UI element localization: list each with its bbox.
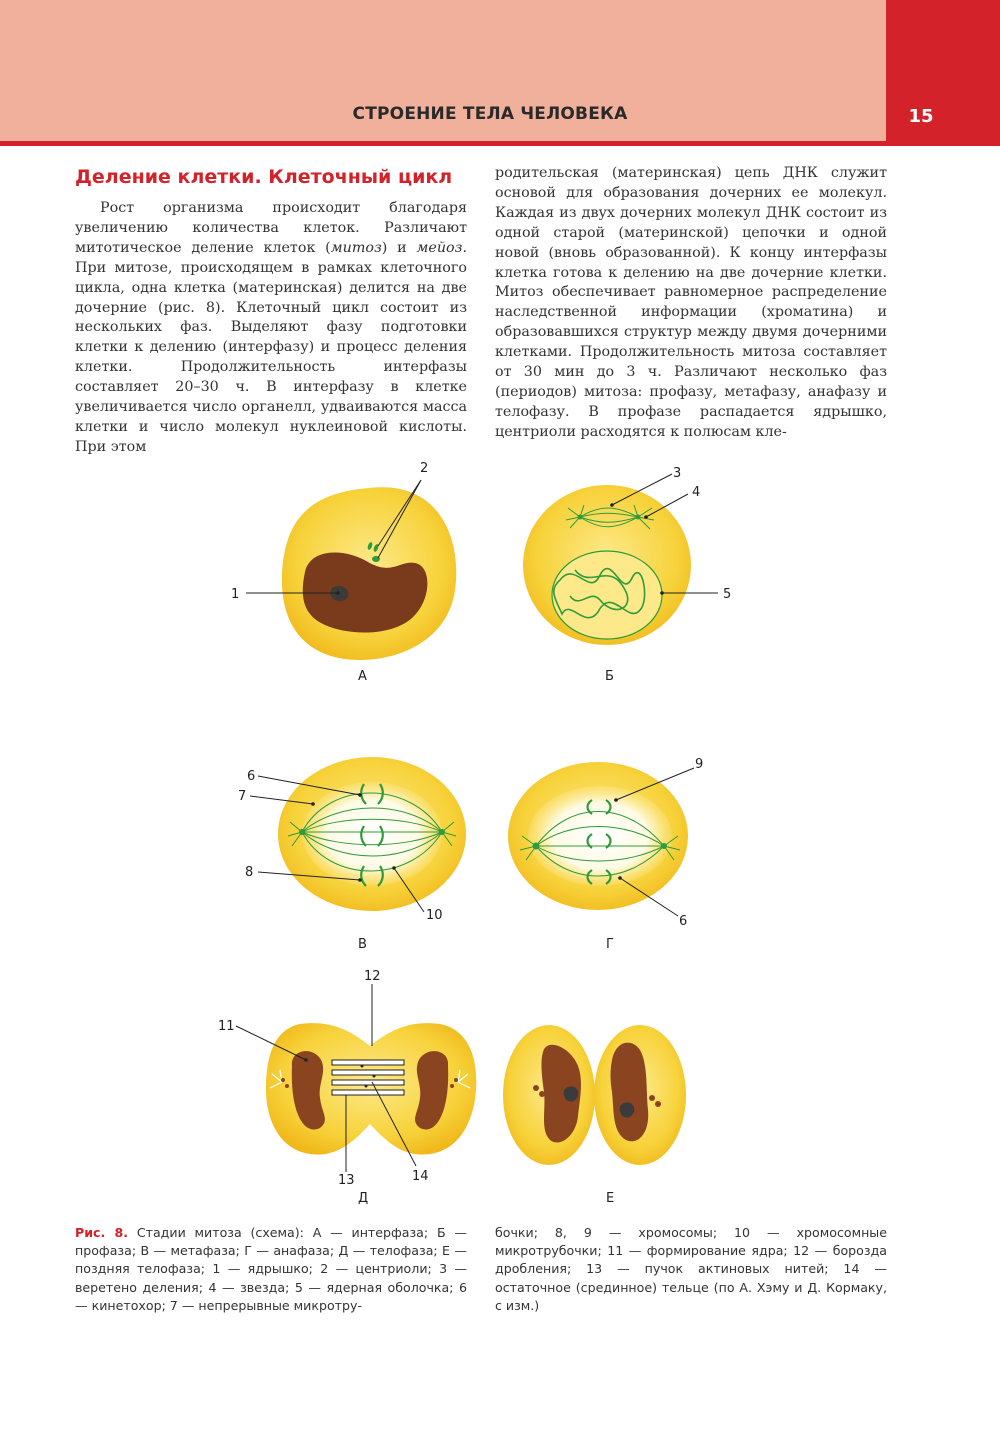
paragraph [75,199,467,458]
callout-9: 9 [695,757,704,772]
panel-d-telophase [218,969,476,1206]
section-title: Деление клетки. Клеточный цикл [75,166,453,188]
text-run: При митозе, происходящем в рамках клеточного цикла, одна клетка (материнская) делится на две дочерние (рис. 8). Клеточный цикл состоит из нескольких фаз. Выделяют фазу подготовки клетки к делению (интерфазу) и процесс деления клетки. Продолжительность интерфазы составляет 20–30 ч. В интерфазу в клетке увеличивается число органелл, удваиваются масса клетки и число молекул нуклеиновой кислоты. При этом [75,259,467,455]
panel-a-interphase [231,461,456,684]
callout-10: 10 [426,908,443,923]
panel-label-e: Е [606,1191,615,1206]
term-meiosis: мейоз. [416,239,467,256]
callout-4: 4 [692,485,701,500]
running-head: СТРОЕНИЕ ТЕЛА ЧЕЛОВЕКА [352,104,628,124]
callout-7: 7 [238,789,247,804]
figure-caption-right: бочки; 8, 9 — хромосомы; 10 — хромосомные микротрубочки; 11 — формирование ядра; 12 — борозда дробления; 13 — пучок актиновых нитей; 14 — остаточное (срединное) тельце (по А. Хэму и Д. Кормаку, с изм.) [495,1225,887,1313]
callout-11: 11 [218,1019,235,1034]
callout-1: 1 [231,587,240,602]
callout-8: 8 [245,865,254,880]
panel-label-d: Д [358,1191,369,1206]
header-rule [0,141,1000,146]
body-text-right [495,164,887,443]
panel-label-a: А [358,669,367,684]
caption-text: Стадии митоза (схема): А — интерфаза; Б — профаза; В — метафаза; Г — анафаза; Д — телофаза; Е — поздняя телофаза; 1 — ядрышко; 2 — центриоли; 3 — веретено деления; 4 — звезда; 5 — ядерная оболочка; 6 — кинетохор; 7 — непрерывные микротру- [75,1225,467,1313]
panel-label-c: В [358,937,367,952]
callout-13: 13 [338,1173,355,1188]
callout-6: 6 [247,769,256,784]
panel-c-metaphase [238,757,466,952]
figure-caption-left [75,1224,467,1315]
callout-2: 2 [420,461,429,476]
body-text-left [75,199,467,458]
panel-label-b: Б [605,669,614,684]
text-run: ) и [381,239,417,256]
paragraph: родительская (материнская) цепь ДНК служит основой для образования дочерних ее молекул. Каждая из двух дочерних молекул ДНК состоит из одной старой (материнской) цепочки и одной новой (вновь образованной). К концу интерфазы клетка готова к делению на две дочерние клетки. Митоз обеспечивает равномерное распределение наследственной информации (хроматина) и образовавшихся структур между двумя дочерними клетками. Продолжительность митоза составляет от 30 мин до 3 ч. Различают несколько фаз (периодов) митоза: профазу, метафазу, анафазу и телофазу. В профазе распадается ядрышко, центриоли расходятся к полюсам кле- [495,165,887,440]
callout-12: 12 [364,969,381,984]
callout-5: 5 [723,587,732,602]
panel-g-anaphase [508,757,703,952]
text-run: Рост организма происходит благодаря увеличению количества клеток. Различают митотическое деление клеток ( [75,200,467,256]
callout-6b: 6 [679,914,688,929]
panel-label-g: Г [606,937,614,952]
callout-3: 3 [673,466,682,481]
callout-14: 14 [412,1169,429,1184]
term-mitosis: митоз [330,239,382,256]
caption-label: Рис. 8. [75,1225,129,1240]
mitosis-figure [0,450,1000,1220]
panel-e-late-telophase [503,1025,686,1206]
panel-b-prophase [523,466,731,684]
page-number: 15 [908,106,934,127]
